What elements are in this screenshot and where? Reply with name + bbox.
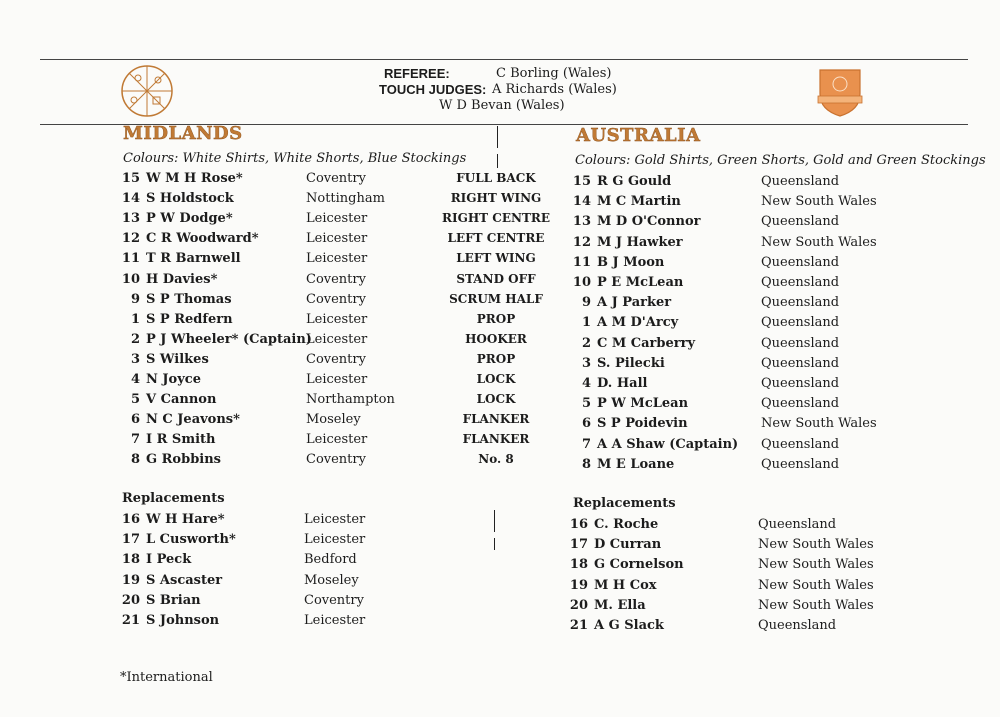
position-label: LEFT WING — [456, 251, 536, 266]
player-club: New South Wales — [758, 537, 874, 553]
player-number: 7 — [581, 436, 591, 452]
player-number: 20 — [569, 597, 588, 613]
player-club: Leicester — [306, 331, 368, 347]
midlands-colours: Colours: White Shirts, White Shorts, Blue Stockings — [123, 151, 467, 166]
player-row — [118, 229, 259, 249]
player-club: Queensland — [761, 295, 840, 311]
player-name: S Ascaster — [146, 572, 223, 588]
player-number: 19 — [569, 577, 588, 593]
player-club: Queensland — [761, 214, 840, 230]
player-row — [118, 370, 201, 390]
player-row — [566, 616, 664, 636]
player-name: S P Poidevin — [597, 416, 688, 432]
player-number: 13 — [121, 211, 140, 227]
player-number: 7 — [130, 432, 140, 448]
touch-judge-2: W D Bevan (Wales) — [439, 98, 565, 113]
player-name: W H Hare* — [146, 512, 225, 527]
player-number: 18 — [569, 557, 588, 573]
footnote: *International — [120, 670, 213, 685]
player-row — [569, 192, 681, 212]
position-label: HOOKER — [465, 331, 527, 346]
player-name: S Johnson — [146, 613, 220, 628]
player-club: Queensland — [761, 456, 840, 472]
player-row — [118, 310, 233, 330]
player-name: C. Roche — [594, 517, 659, 532]
player-row — [118, 611, 219, 631]
player-club: Moseley — [304, 572, 359, 588]
player-row — [118, 390, 216, 410]
player-club: New South Wales — [761, 416, 877, 432]
position-label: FLANKER — [462, 412, 530, 427]
player-row — [118, 330, 312, 350]
player-name: P E McLean — [597, 275, 684, 290]
player-row — [118, 209, 233, 229]
player-number: 6 — [130, 412, 140, 428]
player-name: R G Gould — [597, 174, 672, 189]
player-row — [118, 550, 191, 570]
player-number: 13 — [572, 214, 591, 230]
player-club: Queensland — [761, 335, 840, 351]
player-number: 12 — [572, 234, 591, 250]
player-row — [118, 290, 232, 310]
player-number: 8 — [130, 452, 140, 468]
player-number: 21 — [121, 613, 140, 628]
player-number: 6 — [581, 416, 591, 432]
player-name: M. Ella — [594, 597, 646, 613]
position-label: PROP — [476, 351, 516, 366]
player-name: D Curran — [594, 537, 662, 553]
player-name: P W McLean — [597, 396, 689, 412]
player-row — [569, 212, 700, 232]
midlands-emblem-icon — [120, 64, 174, 118]
player-number: 15 — [572, 174, 591, 189]
player-club: Queensland — [761, 174, 840, 189]
player-club: Northampton — [306, 392, 395, 408]
player-row — [569, 172, 671, 192]
player-row — [566, 576, 657, 596]
player-club: Leicester — [304, 532, 366, 548]
player-number: 3 — [581, 355, 591, 371]
player-name: A J Parker — [597, 295, 672, 311]
player-row — [566, 555, 684, 575]
player-club: Leicester — [306, 432, 368, 448]
touch-judge-1: A Richards (Wales) — [492, 82, 617, 97]
player-club: Queensland — [761, 355, 840, 371]
position-label: LEFT CENTRE — [447, 231, 545, 246]
player-row — [118, 510, 225, 530]
player-name: S Wilkes — [146, 351, 209, 367]
player-row — [569, 334, 695, 354]
player-name: S Holdstock — [146, 191, 234, 207]
player-row — [118, 270, 217, 290]
player-name: B J Moon — [597, 254, 665, 270]
player-number: 20 — [121, 592, 140, 608]
player-club: New South Wales — [758, 597, 874, 613]
midlands-title: MIDLANDS — [123, 123, 243, 144]
player-club: Queensland — [761, 436, 840, 452]
player-number: 15 — [121, 171, 140, 186]
player-row — [569, 293, 671, 313]
player-club: Queensland — [761, 376, 840, 391]
australia-title: AUSTRALIA — [576, 125, 701, 146]
player-name: W M H Rose* — [146, 171, 243, 186]
player-name: G Robbins — [146, 452, 221, 468]
australia-colours: Colours: Gold Shirts, Green Shorts, Gold and Green Stockings — [575, 153, 986, 168]
player-club: Coventry — [304, 592, 364, 608]
player-name: G Cornelson — [594, 557, 684, 573]
player-club: Queensland — [761, 315, 840, 331]
fold-mark — [497, 126, 498, 148]
player-name: I Peck — [146, 552, 192, 568]
player-club: Queensland — [761, 275, 840, 290]
player-number: 16 — [121, 512, 140, 527]
player-number: 14 — [572, 194, 591, 210]
header-top-rule — [40, 59, 968, 60]
player-club: Leicester — [306, 311, 368, 327]
player-name: P W Dodge* — [146, 211, 233, 227]
player-name: A M D'Arcy — [597, 315, 679, 331]
player-name: A G Slack — [594, 618, 664, 633]
player-club: Leicester — [304, 613, 366, 628]
player-row — [566, 515, 658, 535]
player-number: 10 — [121, 271, 140, 287]
player-row — [569, 253, 664, 273]
position-label: No. 8 — [478, 452, 514, 467]
player-number: 4 — [581, 376, 591, 391]
player-club: Coventry — [306, 271, 366, 287]
player-row — [569, 354, 665, 374]
player-club: New South Wales — [761, 234, 877, 250]
fold-mark — [494, 510, 495, 532]
player-row — [569, 455, 674, 475]
player-club: Leicester — [306, 251, 368, 267]
australia-replacements-label: Replacements — [573, 496, 676, 511]
player-club: Leicester — [306, 372, 368, 387]
player-club: Leicester — [306, 231, 368, 247]
player-name: P J Wheeler* (Captain) — [146, 331, 312, 347]
player-name: S. Pilecki — [597, 355, 665, 371]
player-club: Bedford — [304, 552, 357, 568]
player-number: 5 — [581, 396, 591, 412]
player-number: 18 — [121, 552, 140, 568]
player-number: 14 — [121, 191, 140, 207]
player-row — [569, 414, 688, 434]
player-name: L Cusworth* — [146, 532, 236, 548]
player-number: 17 — [569, 537, 588, 553]
player-number: 21 — [569, 618, 588, 633]
player-number: 10 — [572, 275, 591, 290]
player-name: N C Jeavons* — [146, 412, 240, 428]
player-name: C M Carberry — [597, 335, 696, 351]
player-number: 9 — [130, 291, 140, 307]
midlands-replacements-label: Replacements — [122, 491, 225, 506]
position-label: LOCK — [476, 392, 516, 407]
player-row — [118, 591, 201, 611]
position-label: FULL BACK — [456, 171, 536, 185]
player-club: New South Wales — [761, 194, 877, 210]
touch-judges-label: TOUCH JUDGES: — [379, 82, 487, 97]
player-row — [118, 410, 240, 430]
player-club: Queensland — [758, 618, 837, 633]
position-label: FLANKER — [462, 432, 530, 447]
player-club: New South Wales — [758, 577, 874, 593]
rfu-crest-icon — [816, 66, 864, 118]
player-name: N Joyce — [146, 372, 201, 387]
player-number: 11 — [121, 251, 140, 267]
player-number: 1 — [581, 315, 591, 331]
player-row — [569, 313, 678, 333]
player-club: Nottingham — [306, 191, 385, 207]
player-name: H Davies* — [146, 271, 218, 287]
player-number: 12 — [121, 231, 140, 247]
player-name: S P Redfern — [146, 311, 233, 327]
position-label: PROP — [476, 311, 516, 326]
player-number: 16 — [569, 517, 588, 532]
position-label: RIGHT CENTRE — [442, 211, 550, 226]
player-row — [118, 249, 241, 269]
player-row — [118, 169, 243, 189]
fold-mark — [494, 538, 495, 550]
player-row — [118, 571, 222, 591]
referee-name: C Borling (Wales) — [496, 66, 612, 81]
referee-label: REFEREE: — [384, 66, 450, 81]
player-number: 11 — [572, 254, 591, 270]
player-name: M C Martin — [597, 194, 681, 210]
player-row — [118, 430, 215, 450]
player-club: Leicester — [306, 211, 368, 227]
player-club: Leicester — [304, 512, 366, 527]
player-name: M J Hawker — [597, 234, 683, 250]
player-name: S Brian — [146, 592, 201, 608]
player-name: M E Loane — [597, 456, 675, 472]
player-club: Coventry — [306, 171, 366, 186]
player-name: D. Hall — [597, 376, 648, 391]
player-row — [569, 273, 683, 293]
player-name: V Cannon — [146, 392, 217, 408]
player-number: 1 — [130, 311, 140, 327]
player-number: 2 — [581, 335, 591, 351]
position-label: STAND OFF — [456, 271, 536, 286]
player-number: 9 — [581, 295, 591, 311]
player-number: 3 — [130, 351, 140, 367]
player-number: 17 — [121, 532, 140, 548]
position-label: RIGHT WING — [450, 191, 542, 206]
player-row — [118, 189, 234, 209]
player-row — [118, 530, 236, 550]
player-name: T R Barnwell — [146, 251, 241, 267]
player-club: Coventry — [306, 291, 366, 307]
player-row — [118, 350, 209, 370]
player-club: Moseley — [306, 412, 361, 428]
player-number: 4 — [130, 372, 140, 387]
fold-mark — [497, 154, 498, 168]
player-name: S P Thomas — [146, 291, 232, 307]
player-club: Queensland — [761, 396, 840, 412]
player-number: 8 — [581, 456, 591, 472]
position-label: SCRUM HALF — [449, 291, 543, 306]
player-row — [569, 233, 683, 253]
player-row — [566, 596, 646, 616]
player-row — [566, 535, 661, 555]
player-number: 2 — [130, 331, 140, 347]
player-club: Queensland — [761, 254, 840, 270]
player-name: C R Woodward* — [146, 231, 259, 247]
player-club: Queensland — [758, 517, 837, 532]
player-club: Coventry — [306, 452, 366, 468]
player-row — [569, 374, 647, 394]
player-number: 19 — [121, 572, 140, 588]
player-row — [118, 450, 221, 470]
player-name: I R Smith — [146, 432, 216, 448]
position-label: LOCK — [476, 372, 516, 386]
player-name: A A Shaw (Captain) — [597, 436, 739, 452]
player-club: Coventry — [306, 351, 366, 367]
player-club: New South Wales — [758, 557, 874, 573]
player-row — [569, 394, 688, 414]
player-row — [569, 435, 738, 455]
player-number: 5 — [130, 392, 140, 408]
player-name: M D O'Connor — [597, 214, 701, 230]
player-name: M H Cox — [594, 577, 657, 593]
